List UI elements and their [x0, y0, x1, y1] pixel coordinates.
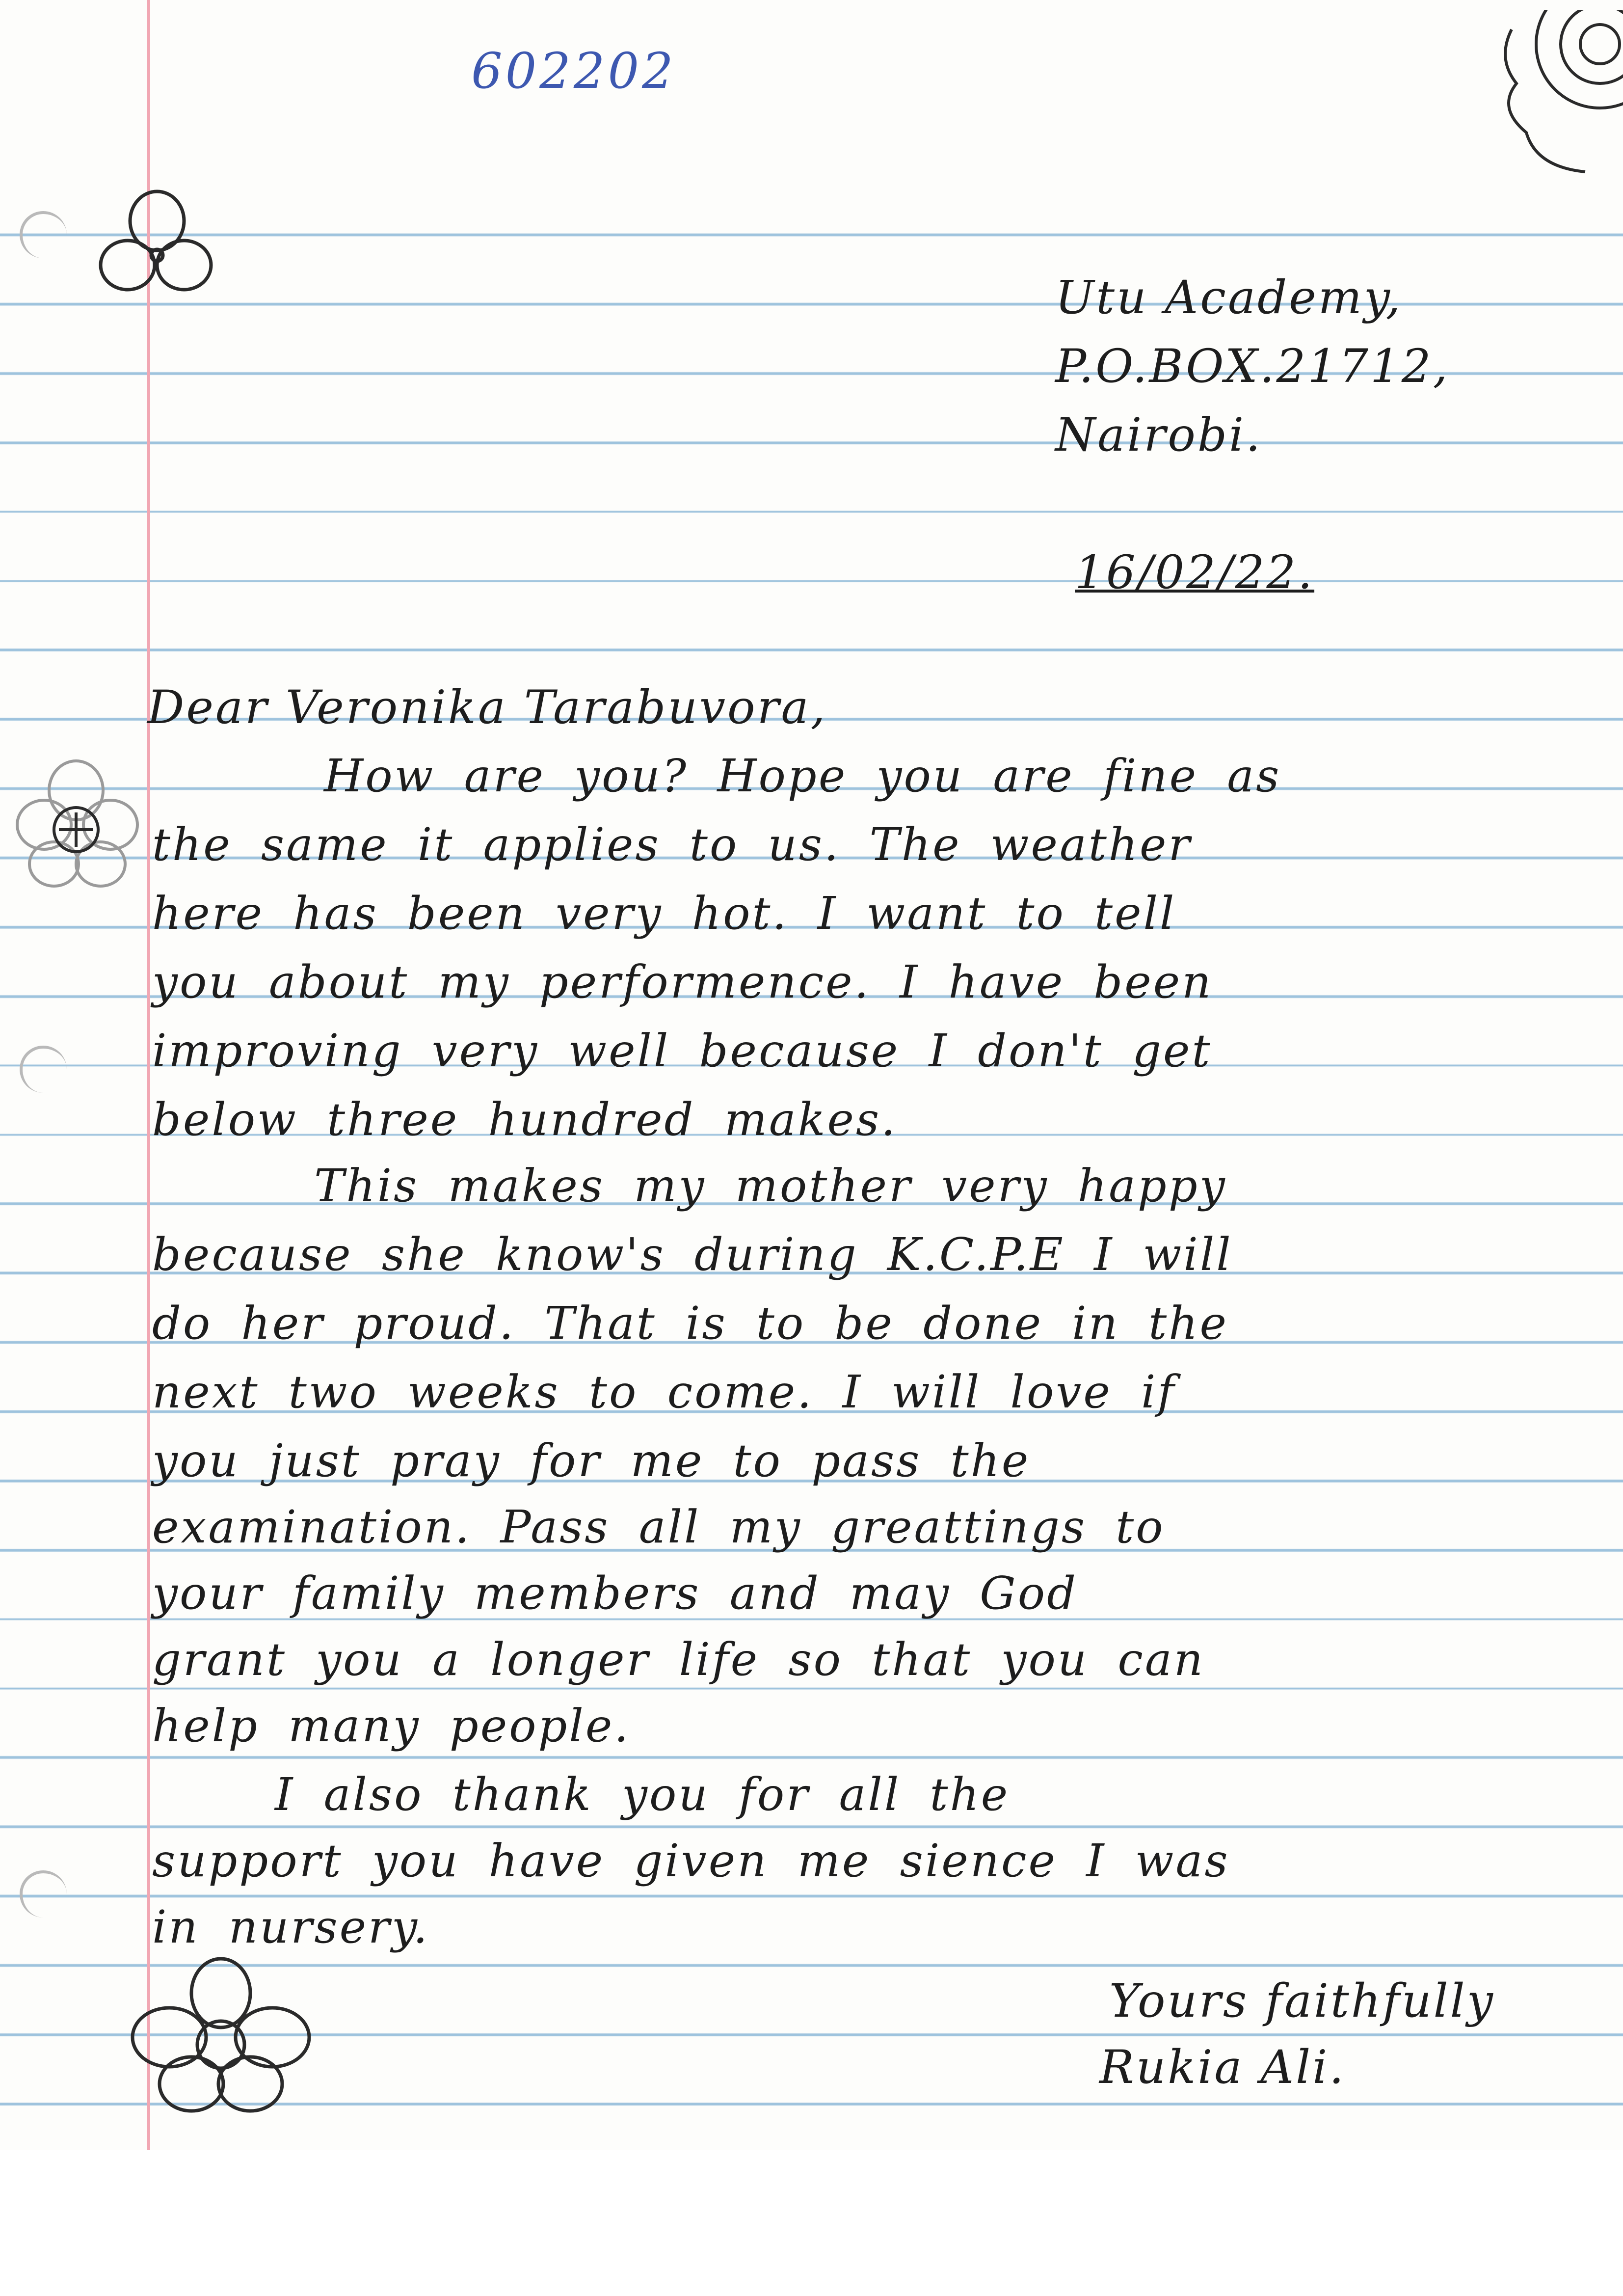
letter-date: 16/02/22. [1075, 546, 1315, 599]
body-line: support you have given me sience I was [152, 1835, 1230, 1887]
body-line: below three hundred makes. [152, 1093, 898, 1146]
flower-icon [93, 187, 221, 314]
page-header-area [0, 0, 1623, 231]
signature-name: Rukia Ali. [1099, 2041, 1346, 2094]
body-line: in nursery. [152, 1901, 430, 1953]
body-line: grant you a longer life so that you can [152, 1633, 1205, 1686]
flower-icon [1482, 10, 1623, 187]
body-line: the same it applies to us. The weather [152, 818, 1192, 871]
body-line: you about my performence. I have been [152, 956, 1213, 1008]
body-line: This makes my mother very happy [314, 1160, 1227, 1212]
margin-line [147, 0, 150, 2150]
flower-icon [15, 756, 142, 903]
body-line: do her proud. That is to be done in the [152, 1297, 1228, 1350]
body-line: next two weeks to come. I will love if [152, 1366, 1176, 1418]
address-line-box: P.O.BOX.21712, [1055, 340, 1450, 393]
body-line: you just pray for me to pass the [152, 1434, 1031, 1487]
body-line: How are you? Hope you are fine as [324, 750, 1281, 802]
punch-hole-mark [20, 1046, 67, 1093]
body-line: here has been very hot. I want to tell [152, 887, 1176, 940]
body-line: help many people. [152, 1700, 631, 1752]
salutation: Dear Veronika Tarabuvora, [147, 681, 827, 734]
body-line: examination. Pass all my greattings to [152, 1501, 1165, 1553]
body-line: I also thank you for all the [275, 1768, 1010, 1821]
body-line: your family members and may God [152, 1567, 1078, 1620]
address-line-school: Utu Academy, [1055, 271, 1403, 324]
punch-hole-mark [20, 211, 67, 258]
address-line-city: Nairobi. [1055, 408, 1262, 462]
flower-icon [123, 1954, 319, 2116]
body-line: because she know's during K.C.P.E I will [152, 1228, 1233, 1281]
reference-number: 602202 [471, 42, 676, 100]
punch-hole-mark [20, 1870, 67, 1918]
closing: Yours faithfully [1109, 1974, 1495, 2028]
body-line: improving very well because I don't get [152, 1025, 1212, 1077]
